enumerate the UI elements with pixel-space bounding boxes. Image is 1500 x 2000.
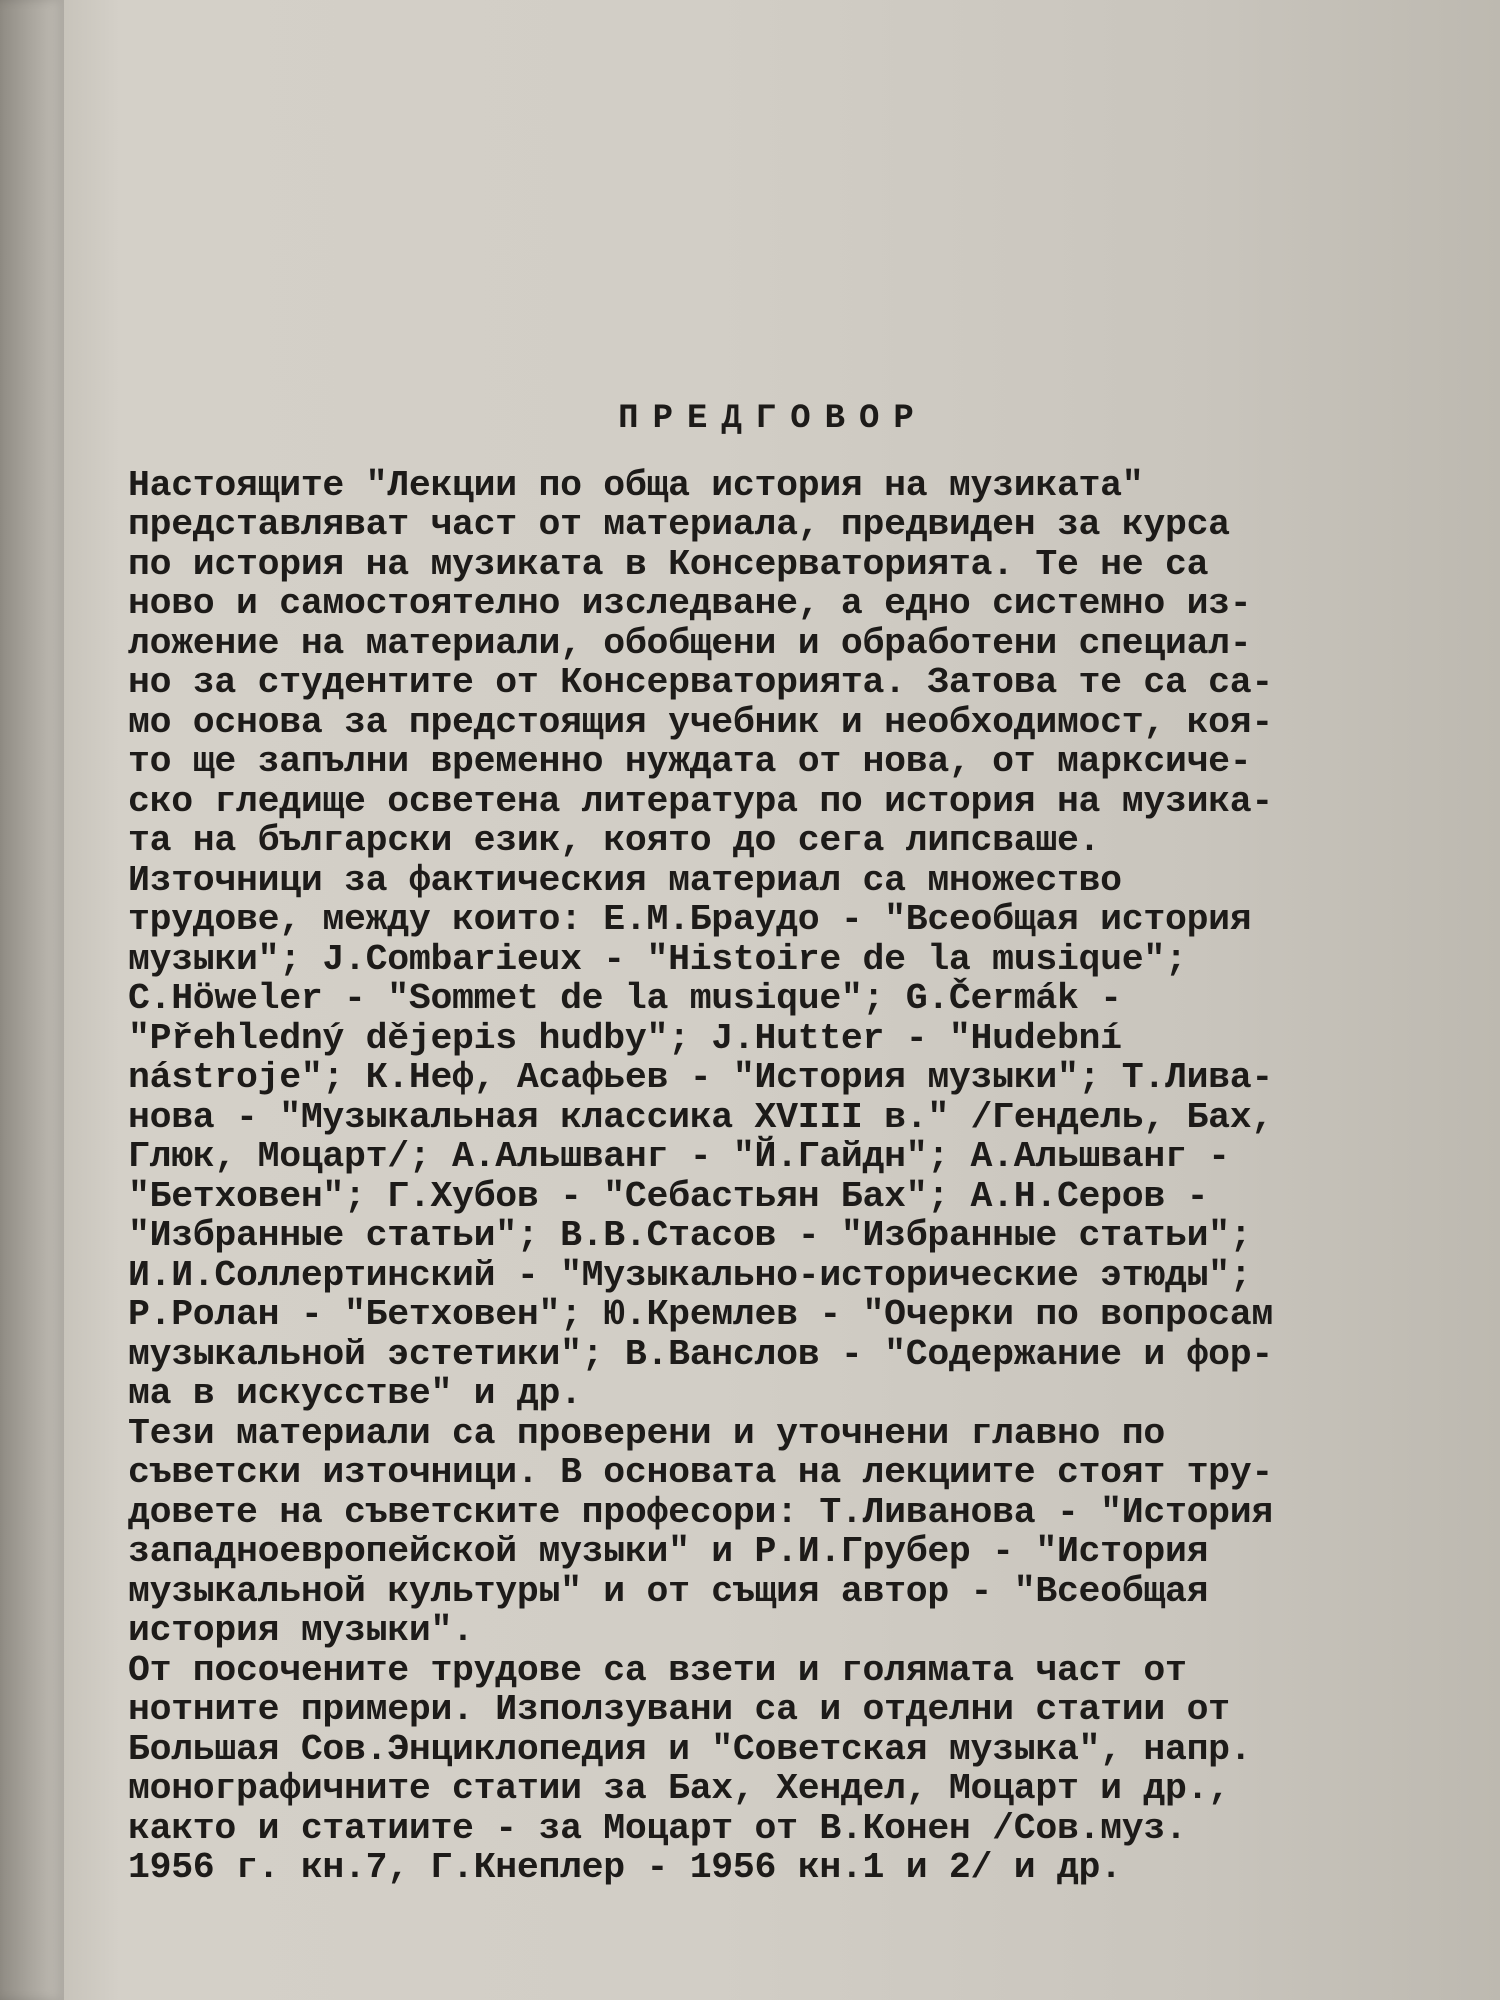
paragraph-4: От посочените трудове са взети и голямата част от нотните примери. Използувани са и отделни статии от Большая Сов.Энциклопедия и "Советская музыка", напр. монографичните статии за Бах, Хендел, Моцарт и др., както и статиите - за Моцарт от В.Конен /Сов.муз. 1956 г. кн.7, Г.Кнеплер - 1956 кн.1 и 2/ и др. xyxy=(128,1649,1252,1888)
paragraph-3: Тези материали са проверени и уточнени главно по съветски източници. В основата на лекциите стоят тру- довете на съветските професори: Т.Ливанова - "История западноевропейской музыки" и Р.И.Грубер - "История музыкальной культуры" и от същия автор - "Всеобщая история музыки". xyxy=(128,1412,1273,1651)
preface-text xyxy=(128,400,1418,1888)
paragraph-2: Източници за фактическия материал са множество трудове, между които: Е.М.Браудо - "Всеобщая история музыки"; J.Combarieux - "Histoire de la musique"; C.Höweler - "Sommet de la musique"; G.Čermák - "Přehledný dějepis hudby"; J.Hutter - "Hudební nástroje"; К.Неф, Асафьев - "История музыки"; Т.Лива- нова - "Музыкальная классика XVIII в." /Гендель, Бах, Глюк, Моцарт/; А.Альшванг - "Й.Гайдн"; А.Альшванг - "Бетховен"; Г.Хубов - "Себастьян Бах"; А.Н.Серов - "Избранные статьи"; В.В.Стасов - "Избранные статьи"; И.И.Соллертинский - "Музыкально-исторические этюды"; Р.Ролан - "Бетховен"; Ю.Кремлев - "Очерки по вопросам музыкальной эстетики"; В.Ванслов - "Содержание и фор- ма в искусстве" и др. xyxy=(128,859,1273,1414)
book-gutter xyxy=(0,0,64,2000)
page-title: ПРЕДГОВОР xyxy=(618,400,928,438)
paragraph-1: Настоящите "Лекции по обща история на музиката" представляват част от материала, предвиден за курса по история на музиката в Консерваторията. Те не са ново и самостоятелно изследване, а едно системно из- ложение на материали, обобщени и обработени специал- но за студентите от Консерваторията. Затова те са са- мо основа за предстоящия учебник и необходимост, коя- то ще запълни временно нуждата от нова, от марксиче- ско гледище осветена литература по история на музика- та на български език, която до сега липсваше. xyxy=(128,464,1273,861)
